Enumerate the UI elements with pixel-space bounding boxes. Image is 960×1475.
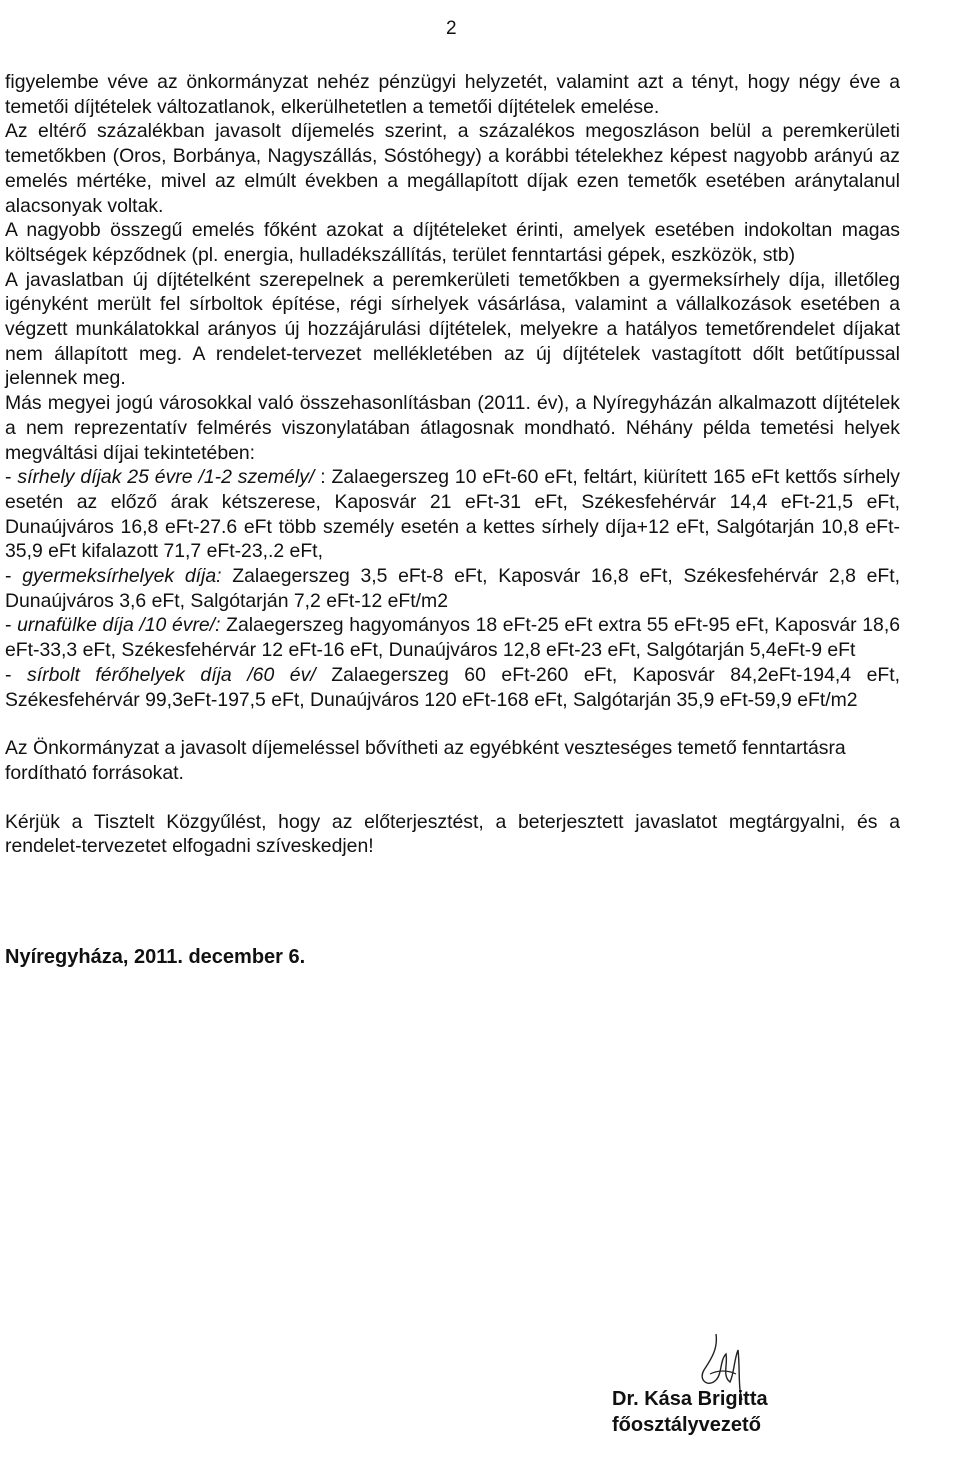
list-item-text: : Zalaegerszeg 10 eFt-60 eFt, feltárt, kiürített 165 eFt kettős sírhely esetén az előző árak kétszerese, Kaposvár 21 eFt-31 eFt, Székesfehérvár 14,4 eFt-21,5 eFt, Dunaújváros 16,8 eFt-27.6 eFt több személy esetén a kettes sírhely díja+12 eFt, Salgótarján 10,8 eFt-35,9 eFt kifalazott 71,7 eFt-23,.2 eFt, <box>5 466 900 563</box>
paragraph-closing-2: Kérjük a Tisztelt Közgyűlést, hogy az előterjesztést, a beterjesztett javaslatot megtárgyalni, és a rendelet-tervezetet elfogadni szíveskedjen! <box>5 810 900 858</box>
list-item <box>5 465 900 564</box>
list-item-label: sírbolt férőhelyek díja /60 év/ <box>27 663 316 686</box>
list-dash: - <box>5 466 18 489</box>
list-item-text: Zalaegerszeg 3,5 eFt-8 eFt, Kaposvár 16,8 eFt, Székesfehérvár 2,8 eFt, Dunaújváros 3,6 eFt, Salgótarján 7,2 eFt-12 eFt/m2 <box>5 565 900 612</box>
list-item-text: Zalaegerszeg hagyományos 18 eFt-25 eFt extra 55 eFt-95 eFt, Kaposvár 18,6 eFt-33,3 eFt, Székesfehérvár 12 eFt-16 eFt, Dunaújváros 12,8 eFt-23 eFt, Salgótarján 5,4eFt-9 eFt <box>5 614 900 662</box>
paragraph-closing-1: Az Önkormányzat a javasolt díjemeléssel bővítheti az egyébként veszteséges temető fenntartásra fordítható forrásokat. <box>5 737 846 784</box>
list-dash: - <box>5 614 18 637</box>
spacer <box>5 786 900 810</box>
signer-name: Dr. Kása Brigitta <box>612 1388 768 1410</box>
list-item-label: urnafülke díja /10 évre/: <box>17 614 221 637</box>
paragraph-comparison: Más megyei jogú városokkal való összehasonlításban (2011. év), a Nyíregyházán alkalmazott díjtételek a nem reprezentatív felmérés viszonylatában átlagosnak mondható. Néhány példa temetési helyek megváltási díjai tekintetében: <box>5 392 900 464</box>
page-number: 2 <box>446 18 457 39</box>
signer-title: főosztályvezető <box>612 1414 761 1436</box>
list-item-text: Zalaegerszeg 60 eFt-260 eFt, Kaposvár 84,2eFt-194,4 eFt, Székesfehérvár 99,3eFt-197,5 eFt, Dunaújváros 120 eFt-168 eFt, Salgótarján 35,9 eFt-59,9 eFt/m2 <box>5 663 900 711</box>
paragraph-new-items: A javaslatban új díjtételként szerepelnek a peremkerületi temetőkben a gyermeksírhely díja, illetőleg igényként merült fel sírboltok építése, régi sírhelyek vásárlása, valamint a vállalkozások esetében a végzett munkálatokkal arányos új hozzájárulási díjtételek, melyekre a hatályos temetőrendelet díjakat nem állapított meg. A rendelet-tervezet mellékletében az új díjtételek vastagított dőlt betűtípussal jelennek meg. <box>5 268 900 390</box>
signature-block <box>612 1330 832 1470</box>
spacer <box>5 859 900 945</box>
list-item <box>5 613 900 662</box>
list-dash: - <box>5 565 23 588</box>
list-item <box>5 564 900 613</box>
paragraph-intro: figyelembe véve az önkormányzat nehéz pénzügyi helyzetét, valamint azt a tényt, hogy négy éve a temetői díjtételek változatlanok, elkerülhetetlen a temetői díjtételek emelése. <box>5 71 900 118</box>
paragraph-larger-increase: A nagyobb összegű emelés főként azokat a díjtételeket érinti, amelyek esetében indokoltan magas költségek képződnek (pl. energia, hulladékszállítás, terület fenntartási gépek, eszközök, stb) <box>5 219 900 266</box>
list-item <box>5 663 900 712</box>
list-item-label: gyermeksírhelyek díja: <box>22 565 222 588</box>
list-item-label: sírhely díjak 25 évre /1-2 személy/ <box>17 466 315 489</box>
spacer <box>5 712 900 736</box>
document-body <box>5 70 900 970</box>
list-dash: - <box>5 663 28 686</box>
document-date: Nyíregyháza, 2011. december 6. <box>5 946 306 969</box>
paragraph-percentage: Az eltérő százalékban javasolt díjemelés szerint, a százalékos megoszláson belül a peremkerületi temetőkben (Oros, Borbánya, Nagyszállás, Sóstóhegy) a korábbi tételekhez képest nagyobb arányú az emelés mértéke, mivel az elmúlt években a megállapított díjak ezen temetők esetében aránytalanul alacsonyak voltak. <box>5 120 900 217</box>
